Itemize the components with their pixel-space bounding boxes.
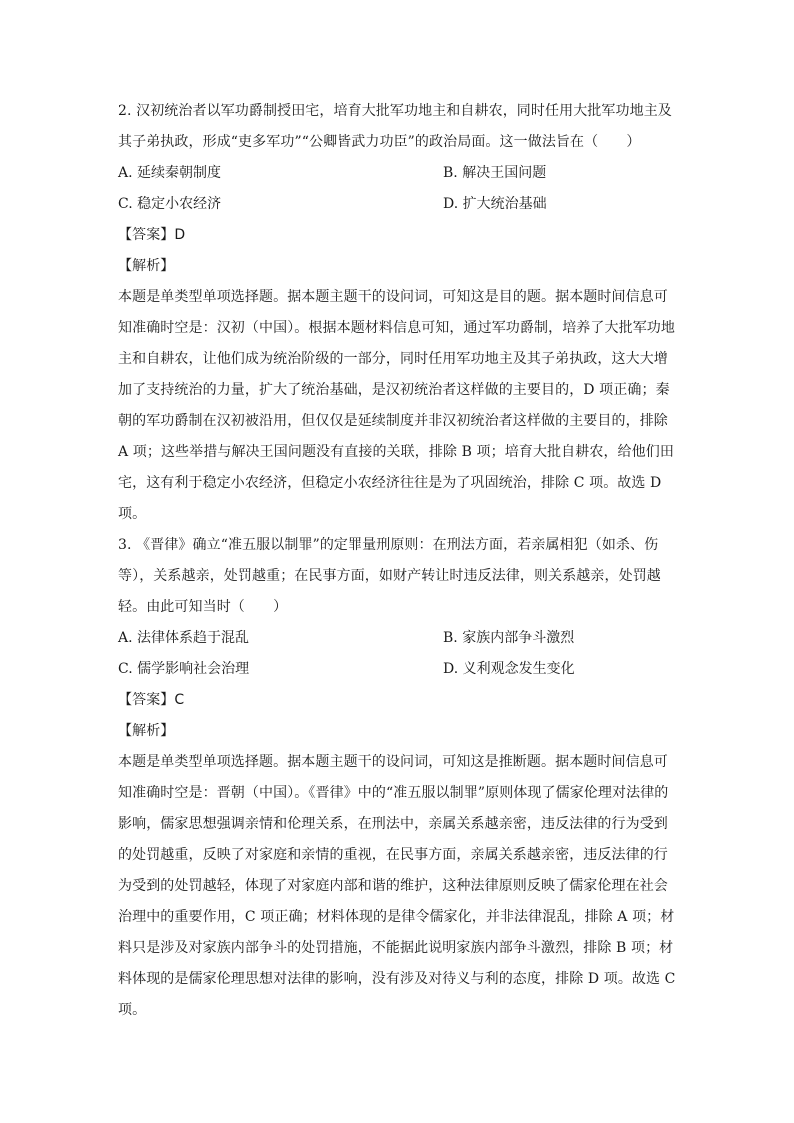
question-2 — [118, 96, 678, 530]
option-a: A. 延续秦朝制度 — [118, 165, 222, 181]
analysis-line: 本题是单类型单项选择题。据本题主题干的设问词，可知这是目的题。据本题时间信息可 — [118, 289, 668, 305]
options-row — [118, 158, 678, 189]
analysis-line: 治理中的重要作用，C 项正确；材料体现的是律令儒家化，并非法律混乱，排除 A 项；材 — [118, 909, 675, 925]
question-stem-line: 2. 汉初统治者以军功爵制授田宅，培育大批军功地主和自耕农，同时任用大批军功地主及 — [118, 103, 672, 119]
analysis-line: 主和自耕农，让他们成为统治阶级的一部分，同时任用军功地主及其子弟执政，这大大增 — [118, 351, 668, 367]
options-row — [118, 623, 678, 654]
analysis-line: A 项；这些举措与解决王国问题没有直接的关联，排除 B 项；培育大批自耕农，给他们田 — [118, 444, 674, 460]
option-c: C. 儒学影响社会治理 — [118, 661, 250, 677]
option-d: D. 义利观念发生变化 — [443, 661, 575, 677]
option-a: A. 法律体系趋于混乱 — [118, 630, 250, 646]
answer-line: 【答案】D — [118, 227, 186, 243]
option-d: D. 扩大统治基础 — [443, 196, 547, 212]
answer-line: 【答案】C — [118, 692, 185, 708]
analysis-line: 料体现的是儒家伦理思想对法律的影响，没有涉及对待义与利的态度，排除 D 项。故选 C — [118, 971, 676, 987]
analysis-line: 项。 — [118, 506, 147, 522]
analysis-line: 为受到的处罚越轻，体现了对家庭内部和谐的维护，这种法律原则反映了儒家伦理在社会 — [118, 878, 668, 894]
analysis-line: 影响，儒家思想强调亲情和伦理关系，在刑法中，亲属关系越亲密，违反法律的行为受到 — [118, 816, 668, 832]
options-row — [118, 654, 678, 685]
option-b: B. 解决王国问题 — [443, 165, 547, 181]
analysis-line: 宅，这有利于稳定小农经济，但稳定小农经济往往是为了巩固统治，排除 C 项。故选 D — [118, 475, 662, 491]
analysis-line: 的处罚越重，反映了对家庭和亲情的重视，在民事方面，亲属关系越亲密，违反法律的行 — [118, 847, 668, 863]
analysis-label: 【解析】 — [118, 723, 175, 739]
analysis-line: 朝的军功爵制在汉初被沿用，但仅仅是延续制度并非汉初统治者这样做的主要目的，排除 — [118, 413, 668, 429]
option-b: B. 家族内部争斗激烈 — [443, 630, 575, 646]
question-stem-line: 其子弟执政，形成“吏多军功”“公卿皆武力功臣”的政治局面。这一做法旨在（ ） — [118, 134, 641, 150]
options-row — [118, 189, 678, 220]
option-c: C. 稳定小农经济 — [118, 196, 222, 212]
question-stem-line: 等），关系越亲，处罚越重；在民事方面，如财产转让时违反法律，则关系越亲，处罚越 — [118, 568, 661, 584]
analysis-line: 知准确时空是：汉初（中国）。根据本题材料信息可知，通过军功爵制，培养了大批军功地 — [118, 320, 675, 336]
document-page — [118, 96, 678, 1026]
question-stem-line: 轻。由此可知当时（ ） — [118, 599, 288, 615]
analysis-line: 本题是单类型单项选择题。据本题主题干的设问词，可知这是推断题。据本题时间信息可 — [118, 754, 668, 770]
analysis-line: 知准确时空是：晋朝（中国）。《晋律》中的“准五服以制罪”原则体现了儒家伦理对法律的 — [118, 785, 669, 801]
question-stem-line: 3. 《晋律》确立“准五服以制罪”的定罪量刑原则：在刑法方面，若亲属相犯（如杀、伤 — [118, 537, 659, 553]
analysis-label: 【解析】 — [118, 258, 175, 274]
question-3 — [118, 530, 678, 1026]
analysis-line: 加了支持统治的力量，扩大了统治基础，是汉初统治者这样做的主要目的，D 项正确；秦 — [118, 382, 670, 398]
analysis-line: 项。 — [118, 1002, 147, 1018]
analysis-line: 料只是涉及对家族内部争斗的处罚措施，不能据此说明家族内部争斗激烈，排除 B 项；材 — [118, 940, 674, 956]
